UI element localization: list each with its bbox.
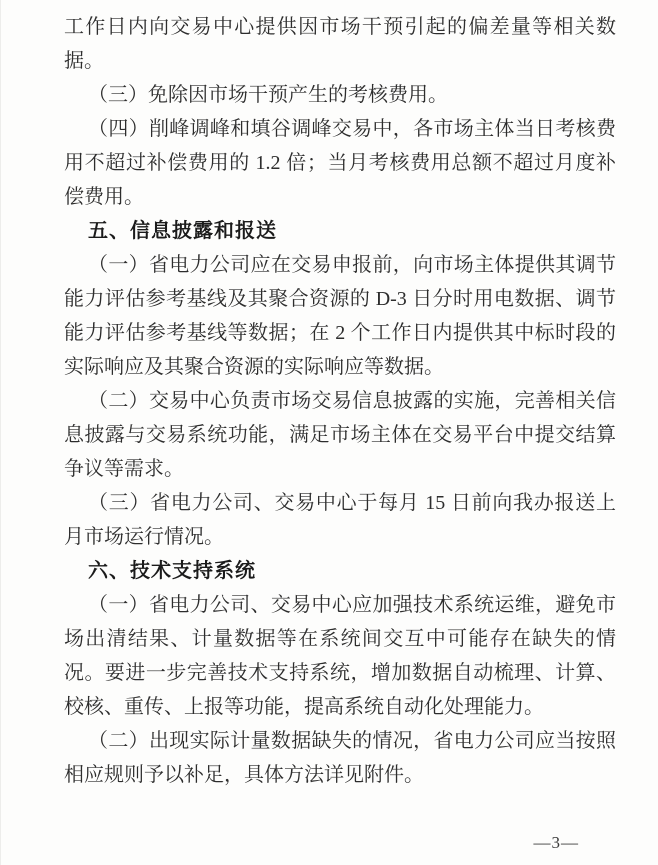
body-paragraph: （四）削峰调峰和填谷调峰交易中，各市场主体当日考核费用不超过补偿费用的 1.2 倍；当月考核费用总额不超过月度补偿费用。 xyxy=(64,118,616,208)
body-paragraph: （二）交易中心负责市场交易信息披露的实施，完善相关信息披露与交易系统功能，满足市场主体在交易平台中提交结算争议等需求。 xyxy=(64,390,616,480)
body-paragraph: （一）省电力公司、交易中心应加强技术系统运维，避免市场出清结果、计量数据等在系统间交互中可能存在缺失的情况。要进一步完善技术支持系统，增加数据自动梳理、计算、校核、重传、上报等功能，提高系统自动化处理能力。 xyxy=(64,594,616,718)
document-body xyxy=(64,10,616,792)
section-heading: 五、信息披露和报送 xyxy=(88,220,277,242)
body-paragraph: （一）省电力公司应在交易申报前，向市场主体提供其调节能力评估参考基线及其聚合资源的 D-3 日分时用电数据、调节能力评估参考基线等数据；在 2 个工作日内提供其中标时段的实际响应及其聚合资源的实际响应等数据。 xyxy=(64,254,616,378)
body-paragraph: （二）出现实际计量数据缺失的情况，省电力公司应当按照相应规则予以补足，具体方法详见附件。 xyxy=(64,730,616,786)
body-paragraph: （三）省电力公司、交易中心于每月 15 日前向我办报送上月市场运行情况。 xyxy=(64,492,616,548)
page-number: —3— xyxy=(533,833,579,852)
body-paragraph: 工作日内向交易中心提供因市场干预引起的偏差量等相关数据。 xyxy=(64,16,616,72)
section-heading: 六、技术支持系统 xyxy=(88,560,256,582)
body-paragraph: （三）免除因市场干预产生的考核费用。 xyxy=(88,84,448,106)
